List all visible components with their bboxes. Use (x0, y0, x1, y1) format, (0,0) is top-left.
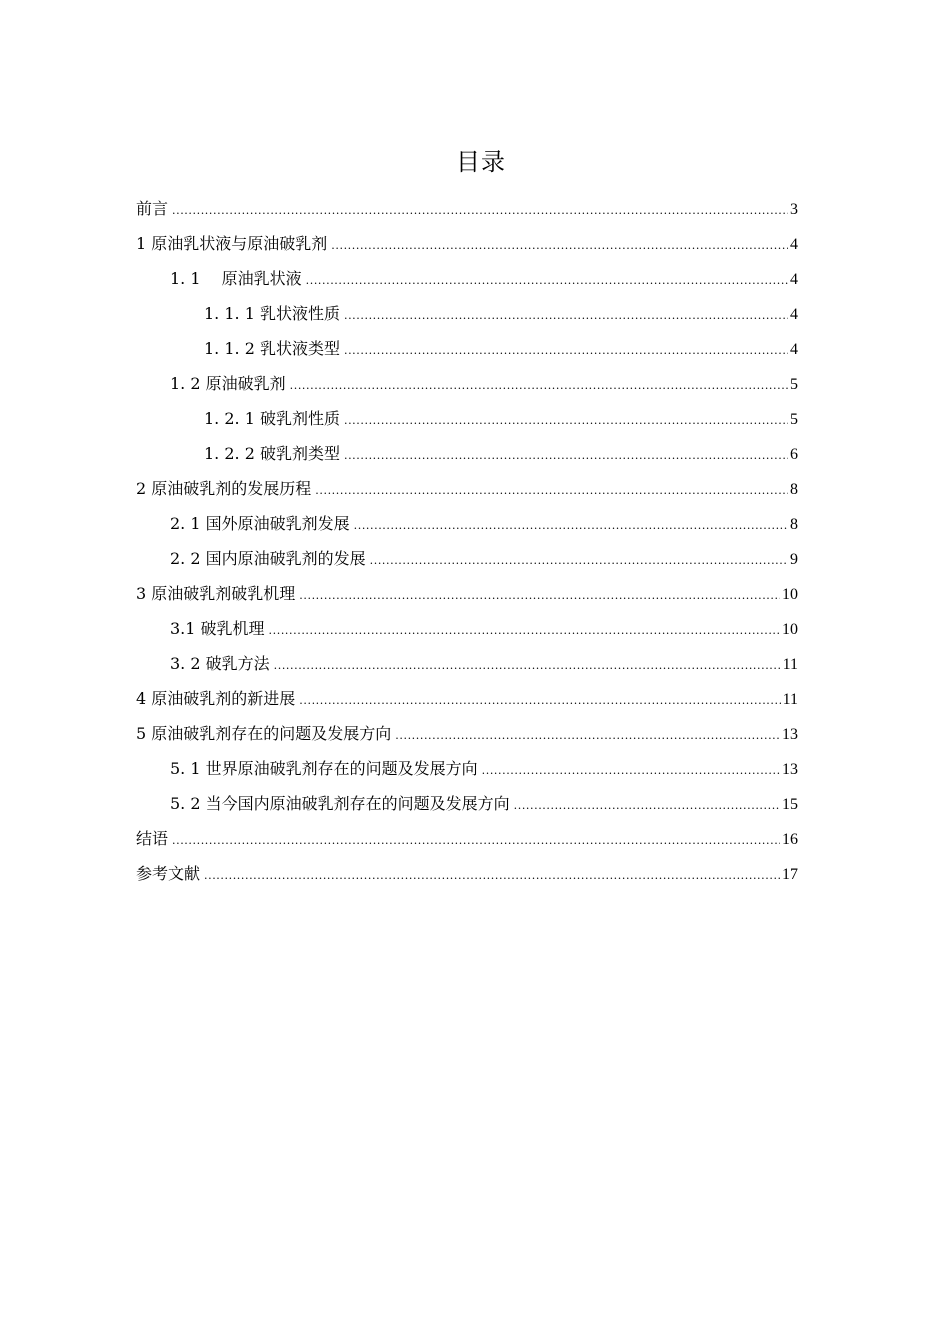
toc-entry-page: 13 (782, 726, 798, 743)
toc-entry[interactable] (136, 296, 798, 331)
toc-entry-label: 5. 1 世界原油破乳剂存在的问题及发展方向 (170, 759, 478, 778)
toc-entry[interactable] (136, 541, 798, 576)
toc-dot-leader (344, 403, 788, 438)
toc-dot-leader (204, 858, 780, 893)
toc-entry-page: 5 (790, 376, 798, 393)
toc-entry[interactable] (136, 331, 798, 366)
toc-entry-label: 2. 1 国外原油破乳剂发展 (170, 514, 350, 533)
toc-entry-label: 2 原油破乳剂的发展历程 (136, 479, 312, 498)
toc-entry-label: 3. 2 破乳方法 (170, 654, 270, 673)
toc-entry-page: 13 (782, 761, 798, 778)
toc-entry[interactable] (136, 821, 798, 856)
toc-entry[interactable] (136, 191, 798, 226)
toc-entry[interactable] (136, 401, 798, 436)
toc-entry[interactable] (136, 226, 798, 261)
toc-entry-label: 5 原油破乳剂存在的问题及发展方向 (136, 724, 392, 743)
toc-entry-label: 2. 2 国内原油破乳剂的发展 (170, 549, 366, 568)
toc-entry-label: 1. 1. 2 乳状液类型 (204, 339, 340, 358)
toc-entry[interactable] (136, 716, 798, 751)
toc-entry-label: 3 原油破乳剂破乳机理 (136, 584, 296, 603)
toc-entry-page: 5 (790, 411, 798, 428)
toc-title: 目录 (456, 148, 506, 176)
toc-entry-page: 8 (790, 516, 798, 533)
toc-entry-page: 17 (782, 866, 798, 883)
toc-entry-label: 1 原油乳状液与原油破乳剂 (136, 234, 328, 253)
toc-entry[interactable] (136, 786, 798, 821)
toc-entry-page: 4 (790, 306, 798, 323)
toc-entry-page: 9 (790, 551, 798, 568)
toc-entry[interactable] (136, 506, 798, 541)
toc-entry-page: 6 (790, 446, 798, 463)
toc-entry[interactable] (136, 646, 798, 681)
toc-entry-page: 10 (782, 586, 798, 603)
toc-entry-page: 16 (782, 831, 798, 848)
toc-dot-leader (514, 788, 780, 823)
toc-entry-label: 1. 2. 1 破乳剂性质 (204, 409, 340, 428)
toc-entry-page: 4 (790, 271, 798, 288)
toc-entry-label: 1. 1 原油乳状液 (170, 269, 302, 288)
toc-entry-page: 3 (790, 201, 798, 218)
toc-entry-page: 8 (790, 481, 798, 498)
toc-entry[interactable] (136, 856, 798, 891)
toc-dot-leader (395, 718, 780, 753)
toc-entry-page: 10 (782, 621, 798, 638)
toc-dot-leader (315, 473, 788, 508)
toc-entry-label: 参考文献 (136, 864, 201, 883)
toc-entry-label: 前言 (136, 199, 169, 218)
toc-entry[interactable] (136, 261, 798, 296)
toc-dot-leader (290, 368, 788, 403)
toc-dot-leader (299, 578, 780, 613)
toc-entry-page: 15 (782, 796, 798, 813)
toc-entry-label: 结语 (136, 829, 169, 848)
toc-entry[interactable] (136, 366, 798, 401)
toc-entry-label: 5. 2 当今国内原油破乳剂存在的问题及发展方向 (170, 794, 510, 813)
toc-dot-leader (306, 263, 788, 298)
toc-dot-leader (344, 333, 788, 368)
toc-dot-leader (274, 648, 781, 683)
toc-dot-leader (172, 823, 780, 858)
toc-dot-leader (482, 753, 780, 788)
toc-dot-leader (331, 228, 788, 263)
toc-entry[interactable] (136, 576, 798, 611)
toc-entry-page: 4 (790, 236, 798, 253)
toc-entry[interactable] (136, 751, 798, 786)
toc-entry-page: 11 (782, 691, 798, 708)
toc-entry[interactable] (136, 681, 798, 716)
toc-dot-leader (269, 613, 780, 648)
toc-entry-page: 4 (790, 341, 798, 358)
toc-entry[interactable] (136, 611, 798, 646)
toc-entry-label: 3.1 破乳机理 (170, 619, 265, 638)
toc-dot-leader (299, 683, 780, 718)
toc-entry-label: 4 原油破乳剂的新进展 (136, 689, 296, 708)
toc-entry-label: 1. 1. 1 乳状液性质 (204, 304, 340, 323)
toc-dot-leader (344, 438, 788, 473)
toc-list (136, 191, 798, 891)
toc-entry-label: 1. 2. 2 破乳剂类型 (204, 444, 340, 463)
toc-dot-leader (354, 508, 788, 543)
toc-dot-leader (172, 193, 788, 228)
toc-entry[interactable] (136, 471, 798, 506)
toc-entry[interactable] (136, 436, 798, 471)
toc-entry-page: 11 (782, 656, 798, 673)
toc-entry-label: 1. 2 原油破乳剂 (170, 374, 286, 393)
toc-dot-leader (370, 543, 788, 578)
toc-dot-leader (344, 298, 788, 333)
